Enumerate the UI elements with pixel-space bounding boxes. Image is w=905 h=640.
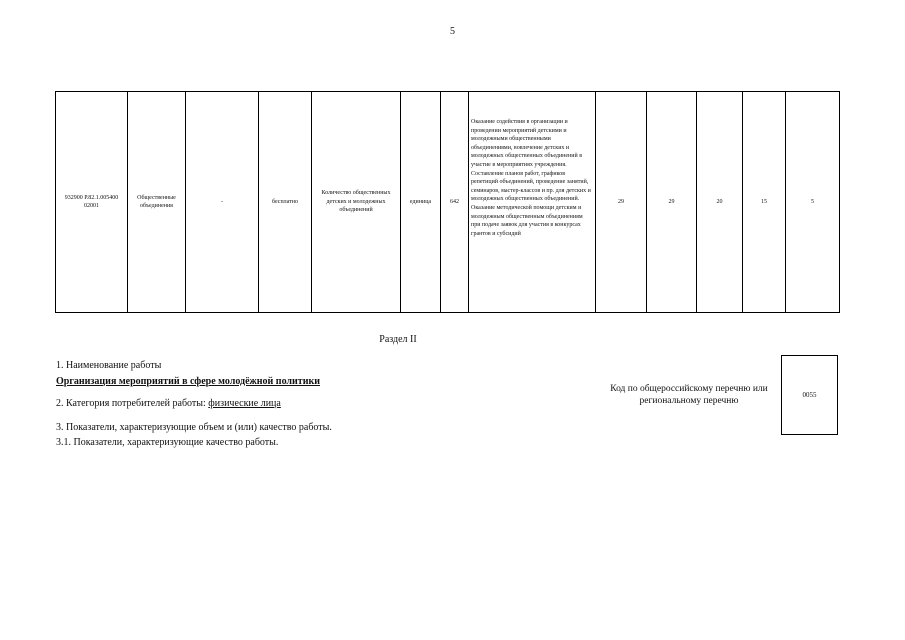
services-table <box>55 91 840 313</box>
quality-indicators-heading: 3.1. Показатели, характеризующие качество работы. <box>56 437 279 448</box>
section-title: Раздел II <box>379 334 417 345</box>
work-name-value: Организация мероприятий в сфере молодёжной политики <box>56 376 321 387</box>
name-cell: Общественные объединения <box>128 92 186 313</box>
code-label: Код по общероссийскому перечню или региональному перечню <box>610 384 768 406</box>
cost-cell: бесплатно <box>259 92 312 313</box>
consumer-category-value: физические лица <box>208 398 281 409</box>
code-value: 0055 <box>802 391 817 399</box>
value-cell-3: 20 <box>697 92 743 313</box>
registry-code-cell: 932900 Р.82.1.005400 02001 <box>56 92 128 313</box>
indicators-heading: 3. Показатели, характеризующие объем и (или) качество работы. <box>56 422 332 433</box>
consumer-category-label: 2. Категория потребителей работы: <box>56 398 209 409</box>
value-cell-2: 29 <box>647 92 697 313</box>
page-number: 5 <box>450 26 455 37</box>
dash-cell: - <box>186 92 259 313</box>
consumer-category <box>56 398 281 409</box>
unit-cell: единица <box>401 92 441 313</box>
value-cell-4: 15 <box>743 92 786 313</box>
indicator-cell: Количество общественных детских и молодежных объединений <box>312 92 401 313</box>
table-row <box>56 92 840 313</box>
value-cell-5: 5 <box>786 92 840 313</box>
okei-cell: 642 <box>441 92 469 313</box>
description-cell: Оказание содействия в организации и проведении мероприятий детскими и молодежными общественными объединениями, вовлечение детских и молодежных общественных объединений в участие в мероприятиях учреждения. Составление планов работ, графиков репетиций объединений, проведение занятий, семинаров, мастер-классов и пр. для детских и молодежных общественных объединений. Оказание методической помощи детским и молодежным общественным объединениям при подаче заявок для участия в конкурсах грантов и субсидий <box>469 92 596 313</box>
code-box <box>781 355 838 435</box>
work-name-label: 1. Наименование работы <box>56 360 162 371</box>
value-cell-1: 29 <box>596 92 647 313</box>
